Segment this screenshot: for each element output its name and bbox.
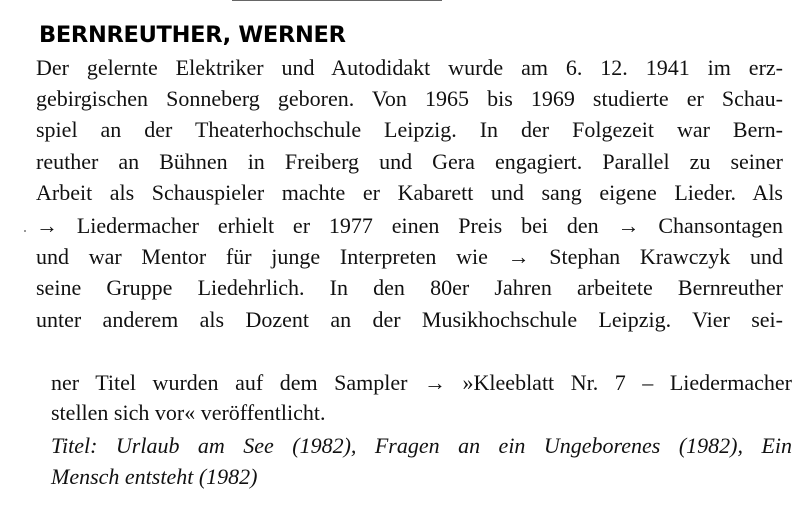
continuation-line: stellen sich vor« veröffentlicht. (51, 400, 326, 425)
body-line: gebirgischen Sonneberg geboren. Von 1965 bis 1969 studierte er Schau- (36, 86, 783, 111)
body-line: → Liedermacher erhielt er 1977 einen Preis bei den → Chansontagen (36, 213, 783, 238)
titles-line: Titel: Urlaub am See (1982), Fragen an ein Ungeborenes (1982), Ein (51, 433, 792, 458)
body-line: seine Gruppe Liedehrlich. In den 80er Jahren arbeitete Bernreuther (36, 275, 783, 300)
entry-heading: BERNREUTHER, WERNER (39, 22, 346, 48)
top-rule (232, 0, 442, 1)
body-line: unter anderem als Dozent an der Musikhochschule Leipzig. Vier sei- (36, 307, 783, 332)
body-line: reuther an Bühnen in Freiberg und Gera engagiert. Parallel zu seiner (36, 149, 783, 174)
body-line: Arbeit als Schauspieler machte er Kabarett und sang eigene Lieder. Als (36, 180, 783, 205)
titles-line: Mensch entsteht (1982) (51, 464, 258, 489)
continuation-line: ner Titel wurden auf dem Sampler → »Kleeblatt Nr. 7 – Liedermacher (51, 370, 792, 395)
body-line: und war Mentor für junge Interpreten wie → Stephan Krawczyk und (36, 244, 783, 269)
margin-dot (24, 230, 26, 232)
body-line: spiel an der Theaterhochschule Leipzig. In der Folgezeit war Bern- (36, 117, 783, 142)
body-line: Der gelernte Elektriker und Autodidakt wurde am 6. 12. 1941 im erz- (36, 55, 783, 80)
